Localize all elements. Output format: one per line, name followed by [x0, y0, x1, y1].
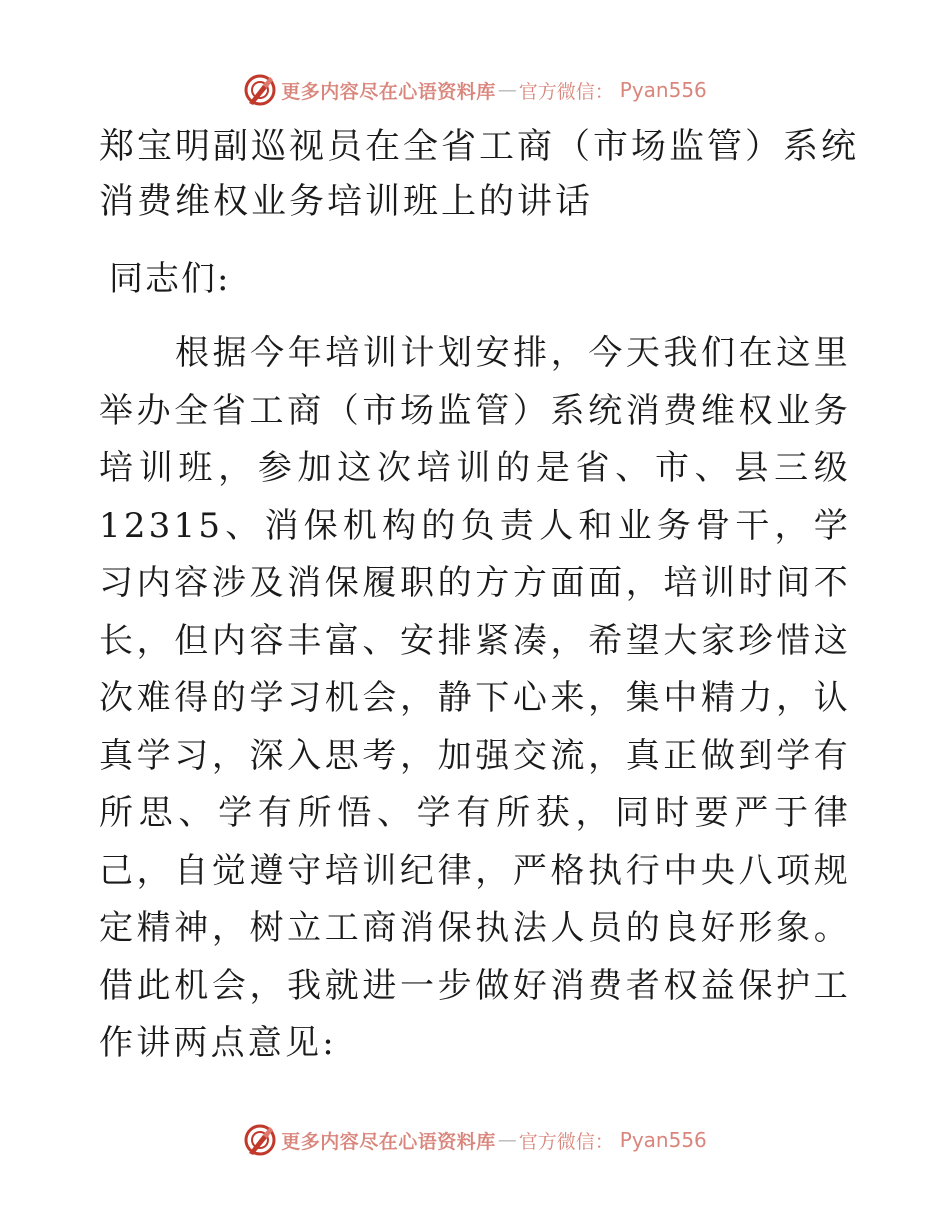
footer-watermark	[0, 1120, 950, 1160]
watermark-dash: —	[497, 79, 517, 101]
pen-logo-icon	[243, 73, 277, 107]
watermark-main-text: 更多内容尽在心语资料库	[281, 80, 496, 103]
watermark-wechat-id: Pyan556	[619, 1128, 707, 1152]
watermark-dash: —	[497, 1129, 517, 1151]
watermark-label: 官方微信	[518, 1130, 595, 1153]
header-watermark	[0, 70, 950, 110]
watermark-separator: ：	[594, 1130, 614, 1153]
greeting: 同志们:	[109, 259, 231, 299]
watermark-wechat-id: Pyan556	[619, 78, 707, 102]
watermark-main-text: 更多内容尽在心语资料库	[281, 1130, 496, 1153]
document-title: 郑宝明副巡视员在全省工商（市场监管）系统消费维权业务培训班上的讲话	[99, 127, 860, 222]
body-paragraph: 根据今年培训计划安排，今天我们在这里举办全省工商（市场监管）系统消费维权业务培训班，参加这次培训的是省、市、县三级12315、消保机构的负责人和业务骨干，学习内容涉及消保履职的方方面面，培训时间不长，但内容丰富、安排紧凑，希望大家珍惜这次难得的学习机会，静下心来，集中精力，认真学习，深入思考，加强交流，真正做到学有所思、学有所悟、学有所获，同时要严于律己，自觉遵守培训纪律，严格执行中央八项规定精神，树立工商消保执法人员的良好形象。借此机会，我就进一步做好消费者权益保护工作讲两点意见:	[99, 333, 851, 1063]
watermark-label: 官方微信	[518, 80, 595, 103]
pen-logo-icon	[243, 1123, 277, 1157]
watermark-separator: ：	[594, 80, 614, 103]
